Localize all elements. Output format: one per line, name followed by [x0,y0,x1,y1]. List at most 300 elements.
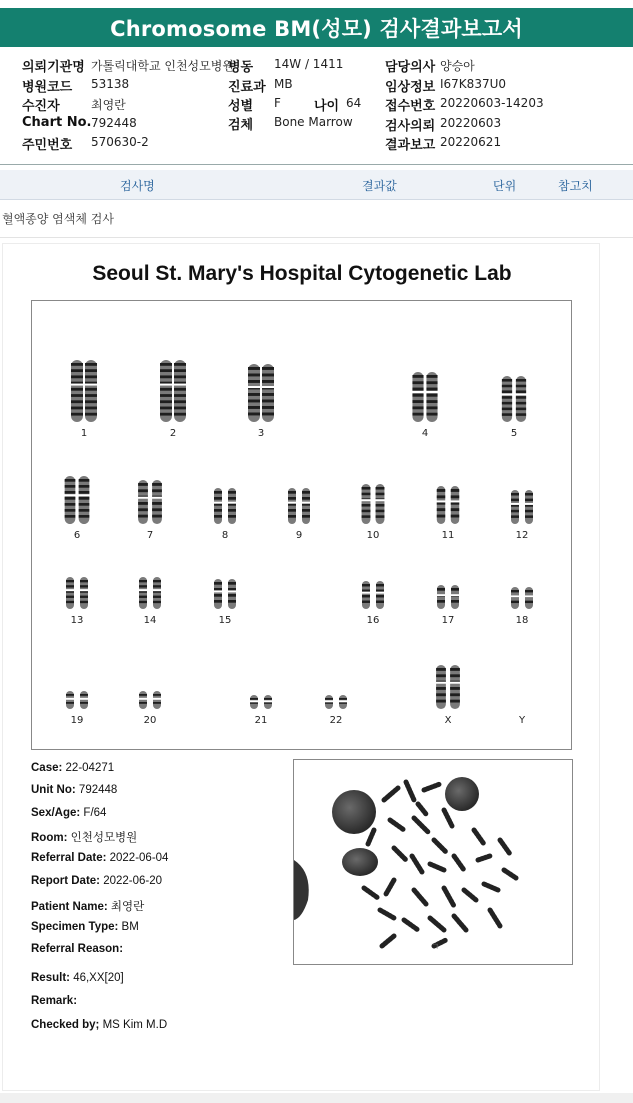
chromosome-pair-4 [411,372,438,439]
chromosome-band [339,698,347,700]
chromosome-band [511,601,519,603]
chromosome-band [85,400,97,403]
chromosome-band [412,388,423,391]
chromosome-band [152,508,162,511]
chromosome-band [214,491,222,494]
chromosome-pair-13 [65,577,89,626]
chromosome-band [79,503,90,506]
chromosome-band [426,388,437,391]
chromosome-band [214,588,222,591]
chromosome-pair-X [435,665,461,726]
metaphase-chromosome [444,888,454,906]
chromosome-band [71,400,83,403]
chromosome-band [502,390,512,393]
chromosome-label: 14 [143,615,157,626]
chromosome-pair-14 [138,577,162,626]
chromosome-band [502,413,512,416]
chromosome-pair-3 [247,364,275,439]
chromosome-band [288,491,296,494]
chromosome-band [525,493,533,496]
chromosome-band [362,487,371,490]
chromosome-band [214,600,222,603]
chromosome-band [302,497,310,500]
chromosome-band [214,497,222,500]
chromosome-band [71,407,83,410]
chromosome-band [450,700,460,703]
chromosome-band [502,408,512,411]
col-exam-name: 검사명 [120,179,155,193]
results-table-header [0,170,633,200]
chromosome-band [79,479,90,482]
chromosome-band [248,380,260,383]
chromosome [80,691,88,709]
chromosome-band [71,413,83,416]
chromosome-band [450,674,460,677]
centromere [301,502,311,504]
chromosome-band [153,580,161,582]
chromosome-pair-20 [138,691,162,726]
chromosome-band [153,596,161,598]
chromosome-band [262,406,274,409]
chromosome-pair-22 [324,695,348,726]
chromosome-label: 18 [515,615,529,626]
chromosome-band [376,595,384,597]
centromere [436,594,446,596]
specimen-type-row: Specimen Type: BM [31,921,139,933]
chromosome-band [65,479,76,482]
chromosome-band [160,400,172,403]
chromosome-band [516,390,526,393]
karyotype-report [2,243,600,1091]
chromosome-band [79,485,90,488]
centromere [213,590,223,592]
chromosome-band [450,668,460,671]
chromosome-pair-6 [64,476,91,541]
chromosome-label: Y [518,715,526,726]
chromosome-band [362,584,370,586]
chromosome-band [262,413,274,416]
chromosome-band [214,582,222,585]
chromosome-band [65,497,76,500]
chromosome-band [451,588,459,591]
chromosome-label: 11 [441,530,455,541]
divider [0,164,633,165]
centromere [375,499,386,501]
chromosome-label: 3 [257,428,265,439]
metaphase-chromosome [490,910,500,926]
chromosome-band [436,674,446,677]
chromosome-label: 5 [510,428,518,439]
centromere [84,384,98,386]
chromosome-band [262,400,274,403]
chromosome-band [228,582,236,585]
chromosome-band [228,497,236,500]
chromosome-band [71,369,83,372]
institution-value: 가톨릭대학교 인천성모병원 [91,59,234,73]
centromere [361,592,371,594]
patient-info-panel [0,52,633,162]
centromere [515,393,527,395]
centromere [159,384,173,386]
metaphase-chromosome [390,820,404,830]
divider [0,237,633,238]
chromosome-band [139,694,147,696]
chromosome-label: 12 [515,530,529,541]
chromosome-band [502,396,512,399]
chromosome-band [426,413,437,416]
chromosome-band [228,588,236,591]
centromere [324,700,334,702]
hospital-code-value: 53138 [91,77,130,91]
chromosome-band [160,375,172,378]
centromere [247,386,261,388]
sex-label: 성별 [228,99,254,114]
chromosome-band [153,702,161,704]
chromosome-pair-11 [436,486,460,541]
chromosome-band [426,381,437,384]
chromosome-band [325,698,333,700]
patient-name-row: Patient Name: 최영란 [31,901,145,913]
chromosome-band [228,509,236,512]
chromosome-band [264,698,272,700]
sex-value: F [274,96,281,110]
chromosome-band [302,491,310,494]
chromosome-band [66,596,74,598]
chromosome-band [426,375,437,378]
chromosome-band [71,363,83,366]
chromosome-label: 6 [73,530,81,541]
nucleus [332,790,376,834]
metaphase-chromosome [500,840,510,854]
chromosome-band [65,491,76,494]
chromosome-pair-8 [213,488,237,541]
chromosome-band [65,509,76,512]
resident-value: 570630-2 [91,135,149,149]
nucleus [342,848,378,876]
chromosome-band [376,504,385,507]
centromere [227,590,237,592]
chromosome [153,691,161,709]
metaphase-chromosome [394,848,406,860]
chromosome-band [65,515,76,518]
chromosome-band [516,385,526,388]
chromosome-band [376,584,384,586]
chromosome-band [362,504,371,507]
chromosome-band [426,406,437,409]
metaphase-chromosome [478,856,490,860]
chromosome-band [152,483,162,486]
centromere [361,499,372,501]
chromosome-band [85,388,97,391]
chromosome-band [71,394,83,397]
chromosome-label: 10 [366,530,380,541]
chromosome-band [153,585,161,587]
chromosome-band [450,687,460,690]
centromere [152,589,162,591]
chromosome-band [228,600,236,603]
top-strip [0,0,633,8]
chromosome-band [436,687,446,690]
chromosome-band [412,406,423,409]
chromosome-band [174,394,186,397]
chromosome-band [174,400,186,403]
chromosome-band [138,515,148,518]
chromosome-band [139,585,147,587]
chromosome-band [153,601,161,603]
chromosome-band [511,493,519,496]
receipt-label: 접수번호 [385,99,436,114]
chromosome-band [138,483,148,486]
centromere [64,494,77,496]
chromosome-band [376,493,385,496]
chromosome-band [138,502,148,505]
centromere [65,698,75,700]
chromosome-band [80,596,88,598]
specimen-label: 검체 [228,118,254,133]
centromere [79,698,89,700]
centromere [524,503,534,505]
ward-label: 병동 [228,60,254,75]
chromosome-band [451,600,459,603]
chromosome-band [66,580,74,582]
chromosome-band [79,497,90,500]
chromosome-band [516,413,526,416]
chromosome-band [412,400,423,403]
chromosome-pair-17 [436,585,460,626]
chromosome-band [248,367,260,370]
chromosome-band [436,693,446,696]
chromosome-pair-15 [213,579,237,626]
centromere [436,500,446,502]
chromosome-band [139,580,147,582]
metaphase-chromosome [430,918,444,930]
chromosome-band [174,413,186,416]
chromosome-band [80,601,88,603]
chromosome-pair-9 [287,488,311,541]
case-row: Case: 22-04271 [31,762,115,774]
room-row: Room: 인천성모병원 [31,832,138,844]
chromosome-band [250,698,258,700]
exam-row: 혈액종양 염색체 검사 [2,212,114,226]
chromosome-band [248,413,260,416]
chromosome-label: 22 [329,715,343,726]
metaphase-chromosome [380,910,394,918]
chromosome-band [362,590,370,592]
chromosome-band [516,396,526,399]
chromosome-band [511,515,519,518]
chromosome-band [80,580,88,582]
chromosome-band [362,595,370,597]
chromosome-band [248,400,260,403]
metaphase-chromosome [404,920,418,930]
chromosome-pair-2 [159,360,187,439]
metaphase-chromosome [474,830,484,844]
centromere [138,698,148,700]
chromosome-band [138,489,148,492]
chromosome-band [451,489,459,492]
karyogram [32,301,573,751]
unit-row: Unit No: 792448 [31,784,118,796]
chromosome-band [214,515,222,518]
chromosome-band [436,668,446,671]
clinical-info-label: 임상정보 [385,80,436,95]
referral-reason-row: Referral Reason: [31,943,124,955]
chromosome-band [66,694,74,696]
chromosome-band [139,596,147,598]
centromere [137,497,149,499]
centromere [524,595,534,597]
chromosome-band [248,406,260,409]
chromosome-band [362,601,370,603]
chromosome-band [66,585,74,587]
col-reference: 참고치 [558,179,593,193]
patient-value: 최영란 [91,98,126,112]
metaphase-image [293,759,573,965]
chromosome-label: 9 [295,530,303,541]
chromosome-label: 8 [221,530,229,541]
chromosome-band [511,510,519,513]
report-title: Chromosome BM(성모) 검사결과보고서 [0,8,633,47]
chromosome-pair-5 [501,376,527,439]
chromosome-label: 2 [169,428,177,439]
chromosome [66,691,74,709]
chromosome-band [65,485,76,488]
metaphase-chromosome [414,818,428,832]
chromosome-band [248,393,260,396]
chromosome-band [174,375,186,378]
chromosome-label: 21 [254,715,268,726]
centromere [79,589,89,591]
chromosome-band [85,375,97,378]
specimen-value: Bone Marrow [274,115,353,129]
chromosome-band [412,375,423,378]
chromosome-band [288,515,296,518]
chromosome-band [302,509,310,512]
centromere [411,391,424,393]
centromere [435,682,447,684]
department-value: MB [274,77,293,91]
doctor-label: 담당의사 [385,60,436,75]
chromosome-label: 4 [421,428,429,439]
chromosome-band [152,515,162,518]
metaphase-chromosome [418,804,426,814]
chromosome-band [450,693,460,696]
result-report-label: 결과보고 [385,138,436,153]
chromosome-label: 7 [146,530,154,541]
chromosome-pair-19 [65,691,89,726]
chromosome-pair-18 [510,587,534,626]
request-label: 검사의뢰 [385,119,436,134]
chromosome-band [362,493,371,496]
chromosome-band [502,402,512,405]
chromosome-band [525,515,533,518]
chromosome-band [153,694,161,696]
chromosome-band [426,394,437,397]
chromosome-band [139,702,147,704]
centromere [450,500,460,502]
hospital-code-label: 병원코드 [22,80,73,95]
chromosome-band [451,515,459,518]
chromosome-label: 16 [366,615,380,626]
chromosome-band [437,508,445,511]
chromosome-band [262,374,274,377]
chromosome-band [248,374,260,377]
centromere [450,594,460,596]
chromosome-band [160,363,172,366]
chromosome-band [362,510,371,513]
chromosome-band [412,381,423,384]
centromere [510,595,520,597]
nucleus [445,777,479,811]
chromosome-band [288,497,296,500]
metaphase-chromosome [454,916,466,930]
metaphase-chromosome [504,870,516,878]
centromere [501,393,513,395]
chromosome-band [228,491,236,494]
chromosome-band [71,388,83,391]
metaphase-chromosome [384,788,398,800]
chromosome-band [80,694,88,696]
chromosome-band [85,363,97,366]
chromosome-band [525,601,533,603]
lab-title: Seoul St. Mary's Hospital Cytogenetic Lab [92,262,512,285]
chromosome-band [525,510,533,513]
centromere [213,502,223,504]
chromosome-label: 1 [80,428,88,439]
centromere [152,698,162,700]
chromosome-band [376,487,385,490]
centromere [449,682,461,684]
metaphase-chromosome [484,884,498,890]
metaphase-chromosome [368,830,374,844]
chromosome-band [516,379,526,382]
col-result-value: 결과값 [362,179,397,193]
metaphase-chromosome [434,840,446,852]
chromosome-pair-10 [361,484,386,541]
col-unit: 단위 [493,179,517,193]
karyogram-panel [31,300,572,750]
chromosome-pair-Y [518,715,526,726]
chromosome-band [65,503,76,506]
receipt-value: 20220603-14203 [440,96,544,110]
chromosome-band [214,509,222,512]
nucleus-edge [294,860,309,920]
chromosome-band [376,515,385,518]
sexage-row: Sex/Age: F/64 [31,807,107,819]
chromosome-band [228,515,236,518]
chromosome-band [85,407,97,410]
referral-date-row: Referral Date: 2022-06-04 [31,852,169,864]
remark-row: Remark: [31,995,78,1007]
metaphase-chromosome [386,880,394,894]
chromosome-pair-7 [137,480,163,541]
centromere [151,497,163,499]
chromosome-label: 20 [143,715,157,726]
chromosome-band [437,588,445,591]
chromosome-band [511,590,519,592]
chromosome-band [152,502,162,505]
chromosome-band [511,499,519,502]
centromere [287,502,297,504]
chromosome-band [174,363,186,366]
chromosome-band [66,601,74,603]
chromosome-band [525,590,533,592]
chromosome-pair-16 [361,581,385,626]
chromosome-band [228,594,236,597]
chromosome-band [437,495,445,498]
chromosome-band [451,508,459,511]
chromosome-label: 17 [441,615,455,626]
